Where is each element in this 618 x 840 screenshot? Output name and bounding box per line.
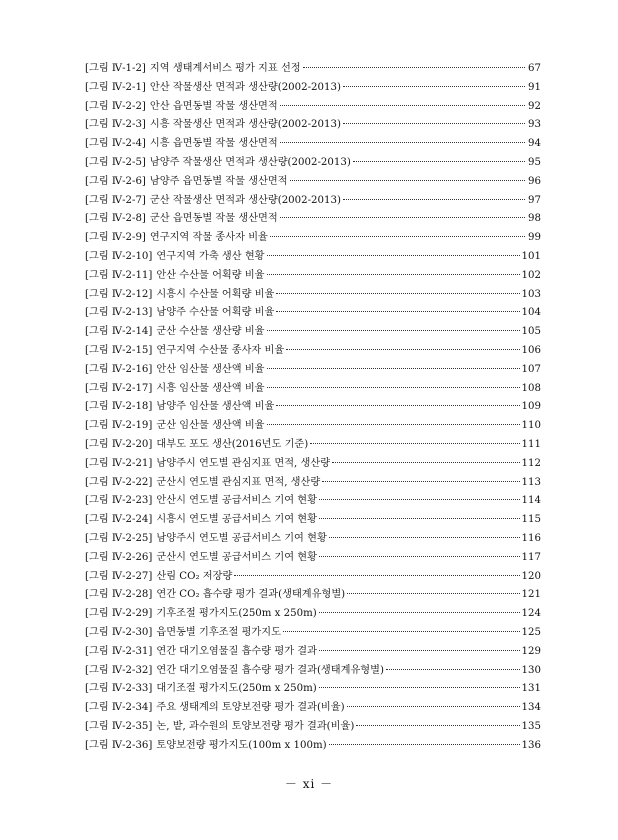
list-item[interactable] (85, 154, 541, 173)
figure-title: 연구지역 작물 종사자 비율 (149, 232, 268, 244)
figure-label: [그림 Ⅳ-2-20] (85, 438, 153, 450)
page-ref: 114 (521, 495, 541, 507)
list-item[interactable] (85, 192, 541, 211)
figure-label: [그림 Ⅳ-2-8] (85, 213, 146, 225)
dot-leader (343, 86, 525, 87)
page-ref: 136 (521, 739, 541, 751)
page-ref: 96 (528, 175, 541, 187)
figure-title: 군산 수산물 생산량 비율 (156, 326, 265, 338)
dot-leader (347, 593, 519, 594)
page-ref: 91 (528, 81, 541, 93)
dot-leader (276, 311, 519, 312)
figure-title: 군산시 연도별 관심지표 면적, 생산량 (156, 476, 321, 488)
list-item[interactable] (85, 135, 541, 154)
list-item[interactable] (85, 60, 541, 79)
figure-title: 남양주 수산물 어획량 비율 (156, 307, 275, 319)
list-item[interactable] (85, 116, 541, 135)
dot-leader (267, 387, 520, 388)
dot-leader (319, 687, 520, 688)
list-item[interactable] (85, 229, 541, 248)
figure-label: [그림 Ⅳ-2-23] (85, 495, 153, 507)
figure-label: [그림 Ⅳ-2-4] (85, 138, 146, 150)
list-item[interactable] (85, 173, 541, 192)
figure-title: 토양보전량 평가지도(100m x 100m) (156, 739, 327, 751)
list-item[interactable] (85, 643, 541, 662)
figure-label: [그림 Ⅳ-2-10] (85, 250, 153, 262)
dot-leader (267, 255, 520, 256)
page-ref: 97 (528, 194, 541, 206)
dot-leader (343, 123, 525, 124)
dot-leader (267, 330, 520, 331)
dot-leader (270, 236, 525, 237)
figure-title: 시흥시 연도별 공급서비스 기여 현황 (156, 514, 317, 526)
page-ref: 107 (521, 363, 541, 375)
figure-label: [그림 Ⅳ-2-31] (85, 645, 153, 657)
figure-label: [그림 Ⅳ-2-17] (85, 382, 153, 394)
page-ref: 105 (521, 326, 541, 338)
list-item[interactable] (85, 79, 541, 98)
figure-title: 연간 CO₂ 흡수량 평가 결과(생태계유형별) (156, 589, 346, 601)
figure-title: 남양주 작물생산 면적과 생산량(2002-2013) (149, 156, 351, 168)
list-item[interactable] (85, 98, 541, 117)
dot-leader (319, 556, 520, 557)
page-ref: 112 (521, 457, 541, 469)
page-ref: 103 (521, 288, 541, 300)
figure-label: [그림 Ⅳ-2-19] (85, 420, 153, 432)
figure-title: 군산 작물생산 면적과 생산량(2002-2013) (149, 194, 341, 206)
page-ref: 98 (528, 213, 541, 225)
page-ref: 120 (521, 570, 541, 582)
page-ref: 131 (521, 683, 541, 695)
figure-title: 주요 생태계의 토양보전량 평가 결과(비율) (156, 702, 345, 714)
figure-title: 시흥시 수산물 어획량 비율 (156, 288, 275, 300)
list-item[interactable] (85, 267, 541, 286)
figure-title: 지역 생태계서비스 평가 지표 선정 (149, 63, 301, 74)
figure-label: [그림 Ⅳ-2-25] (85, 532, 153, 544)
dot-leader (280, 142, 525, 143)
page-ref: 93 (528, 119, 541, 131)
figure-label: [그림 Ⅳ-2-7] (85, 194, 146, 206)
list-item[interactable] (85, 248, 541, 267)
list-item[interactable] (85, 380, 541, 399)
dot-leader (329, 537, 520, 538)
page-ref: 121 (521, 589, 541, 601)
figure-title: 안산시 연도별 공급서비스 기여 현황 (156, 495, 317, 507)
page-ref: 125 (521, 626, 541, 638)
list-item[interactable] (85, 530, 541, 549)
list-item[interactable] (85, 624, 541, 643)
page-ref: 101 (521, 250, 541, 262)
page-ref: 130 (521, 664, 541, 676)
figure-title: 연간 대기오염물질 흡수량 평가 결과(생태계유형별) (156, 664, 384, 676)
dot-leader (319, 518, 520, 519)
dot-leader (353, 161, 525, 162)
list-item[interactable] (85, 586, 541, 605)
figure-label: [그림 Ⅳ-2-15] (85, 344, 153, 356)
page-ref: 102 (521, 269, 541, 281)
figure-label: [그림 Ⅳ-2-3] (85, 119, 146, 131)
figure-label: [그림 Ⅳ-2-30] (85, 626, 153, 638)
figure-label: [그림 Ⅳ-2-29] (85, 608, 153, 620)
page-ref: 104 (521, 307, 541, 319)
page-ref: 92 (528, 100, 541, 112)
list-item[interactable] (85, 549, 541, 568)
list-item[interactable] (85, 568, 541, 587)
figure-label: [그림 Ⅳ-1-2] (85, 63, 146, 74)
figure-label: [그림 Ⅳ-2-13] (85, 307, 153, 319)
figure-title: 안산 임산물 생산액 비율 (156, 363, 265, 375)
dot-leader (267, 424, 520, 425)
dot-leader (319, 499, 520, 500)
figure-label: [그림 Ⅳ-2-26] (85, 551, 153, 563)
page-ref: 99 (528, 232, 541, 244)
dot-leader (286, 349, 519, 350)
list-item[interactable] (85, 605, 541, 624)
list-item[interactable] (85, 511, 541, 530)
list-item[interactable] (85, 474, 541, 493)
figure-label: [그림 Ⅳ-2-24] (85, 514, 153, 526)
list-item[interactable] (85, 323, 541, 342)
figure-label: [그림 Ⅳ-2-27] (85, 570, 153, 582)
dot-leader (343, 199, 525, 200)
figure-label: [그림 Ⅳ-2-14] (85, 326, 153, 338)
list-item[interactable] (85, 737, 541, 756)
page-ref: 94 (528, 138, 541, 150)
list-item[interactable] (85, 304, 541, 323)
list-item[interactable] (85, 436, 541, 455)
dot-leader (290, 180, 525, 181)
figure-title: 시흥 작물생산 면적과 생산량(2002-2013) (149, 119, 341, 131)
figure-title: 읍면동별 기후조절 평가지도 (156, 626, 281, 638)
dot-leader (356, 725, 519, 726)
figure-title: 군산 읍면동별 작물 생산면적 (149, 213, 278, 225)
dot-leader (267, 274, 520, 275)
page-number: － xi － (284, 777, 334, 791)
list-item[interactable] (85, 680, 541, 699)
figure-list (85, 60, 541, 755)
dot-leader (276, 405, 519, 406)
list-item[interactable] (85, 455, 541, 474)
figure-label: [그림 Ⅳ-2-22] (85, 476, 153, 488)
figure-title: 논, 밭, 과수원의 토양보전량 평가 결과(비율) (156, 720, 355, 732)
list-item[interactable] (85, 492, 541, 511)
list-item[interactable] (85, 417, 541, 436)
figure-label: [그림 Ⅳ-2-9] (85, 232, 146, 244)
page-ref: 134 (521, 702, 541, 714)
list-item[interactable] (85, 210, 541, 229)
page-ref: 115 (521, 514, 541, 526)
list-item[interactable] (85, 361, 541, 380)
page-ref: 113 (521, 476, 541, 488)
figure-label: [그림 Ⅳ-2-2] (85, 100, 146, 112)
figure-title: 산림 CO₂ 저장량 (156, 570, 233, 582)
page-ref: 109 (521, 401, 541, 413)
page-ref: 95 (528, 156, 541, 168)
figure-title: 시흥 읍면동별 작물 생산면적 (149, 138, 278, 150)
page-ref: 117 (521, 551, 541, 563)
figure-title: 남양주시 연도별 공급서비스 기여 현황 (156, 532, 327, 544)
dot-leader (310, 443, 519, 444)
figure-title: 안산 읍면동별 작물 생산면적 (149, 100, 278, 112)
page-ref: 110 (521, 420, 541, 432)
page-ref: 129 (521, 645, 541, 657)
dot-leader (234, 575, 519, 576)
dot-leader (322, 481, 519, 482)
dot-leader (280, 105, 525, 106)
figure-label: [그림 Ⅳ-2-1] (85, 81, 146, 93)
figure-label: [그림 Ⅳ-2-16] (85, 363, 153, 375)
dot-leader (283, 631, 520, 632)
dot-leader (267, 368, 520, 369)
figure-label: [그림 Ⅳ-2-32] (85, 664, 153, 676)
dot-leader (276, 293, 519, 294)
list-item[interactable] (85, 662, 541, 681)
figure-title: 남양주 읍면동별 작물 생산면적 (149, 175, 288, 187)
figure-label: [그림 Ⅳ-2-33] (85, 683, 153, 695)
figure-label: [그림 Ⅳ-2-12] (85, 288, 153, 300)
list-item[interactable] (85, 342, 541, 361)
figure-label: [그림 Ⅳ-2-28] (85, 589, 153, 601)
figure-title: 군산 임산물 생산액 비율 (156, 420, 265, 432)
figure-label: [그림 Ⅳ-2-18] (85, 401, 153, 413)
page-ref: 116 (521, 532, 541, 544)
figure-title: 남양주 임산물 생산액 비율 (156, 401, 275, 413)
page-ref: 108 (521, 382, 541, 394)
figure-title: 안산 작물생산 면적과 생산량(2002-2013) (149, 81, 341, 93)
figure-title: 연구지역 수산물 종사자 비율 (156, 344, 285, 356)
figure-title: 기후조절 평가지도(250m x 250m) (156, 608, 317, 620)
page-ref: 106 (521, 344, 541, 356)
figure-label: [그림 Ⅳ-2-34] (85, 702, 153, 714)
page-ref: 111 (521, 438, 541, 450)
dot-leader (347, 706, 520, 707)
dot-leader (280, 217, 525, 218)
list-item[interactable] (85, 718, 541, 737)
figure-title: 연구지역 가축 생산 현황 (156, 250, 265, 262)
dot-leader (332, 462, 520, 463)
figure-title: 대기조절 평가지도(250m x 250m) (156, 683, 317, 695)
figure-label: [그림 Ⅳ-2-36] (85, 739, 153, 751)
figure-label: [그림 Ⅳ-2-11] (85, 269, 153, 281)
list-item[interactable] (85, 398, 541, 417)
figure-title: 연간 대기오염물질 흡수량 평가 결과 (156, 645, 317, 657)
page-ref: 135 (521, 720, 541, 732)
page-ref: 124 (521, 608, 541, 620)
figure-label: [그림 Ⅳ-2-5] (85, 156, 146, 168)
list-item[interactable] (85, 286, 541, 305)
figure-title: 남양주시 연도별 관심지표 면적, 생산량 (156, 457, 331, 469)
figure-label: [그림 Ⅳ-2-35] (85, 720, 153, 732)
dot-leader (319, 650, 520, 651)
figure-title: 안산 수산물 어획량 비율 (156, 269, 265, 281)
dot-leader (386, 669, 520, 670)
page-ref: 67 (528, 63, 541, 74)
dot-leader (319, 612, 520, 613)
figure-label: [그림 Ⅳ-2-21] (85, 457, 153, 469)
list-item[interactable] (85, 699, 541, 718)
dot-leader (303, 67, 525, 68)
figure-title: 대부도 포도 생산(2016년도 기준) (156, 438, 309, 450)
figure-label: [그림 Ⅳ-2-6] (85, 175, 146, 187)
figure-title: 군산시 연도별 공급서비스 기여 현황 (156, 551, 317, 563)
figure-title: 시흥 임산물 생산액 비율 (156, 382, 265, 394)
dot-leader (329, 744, 520, 745)
